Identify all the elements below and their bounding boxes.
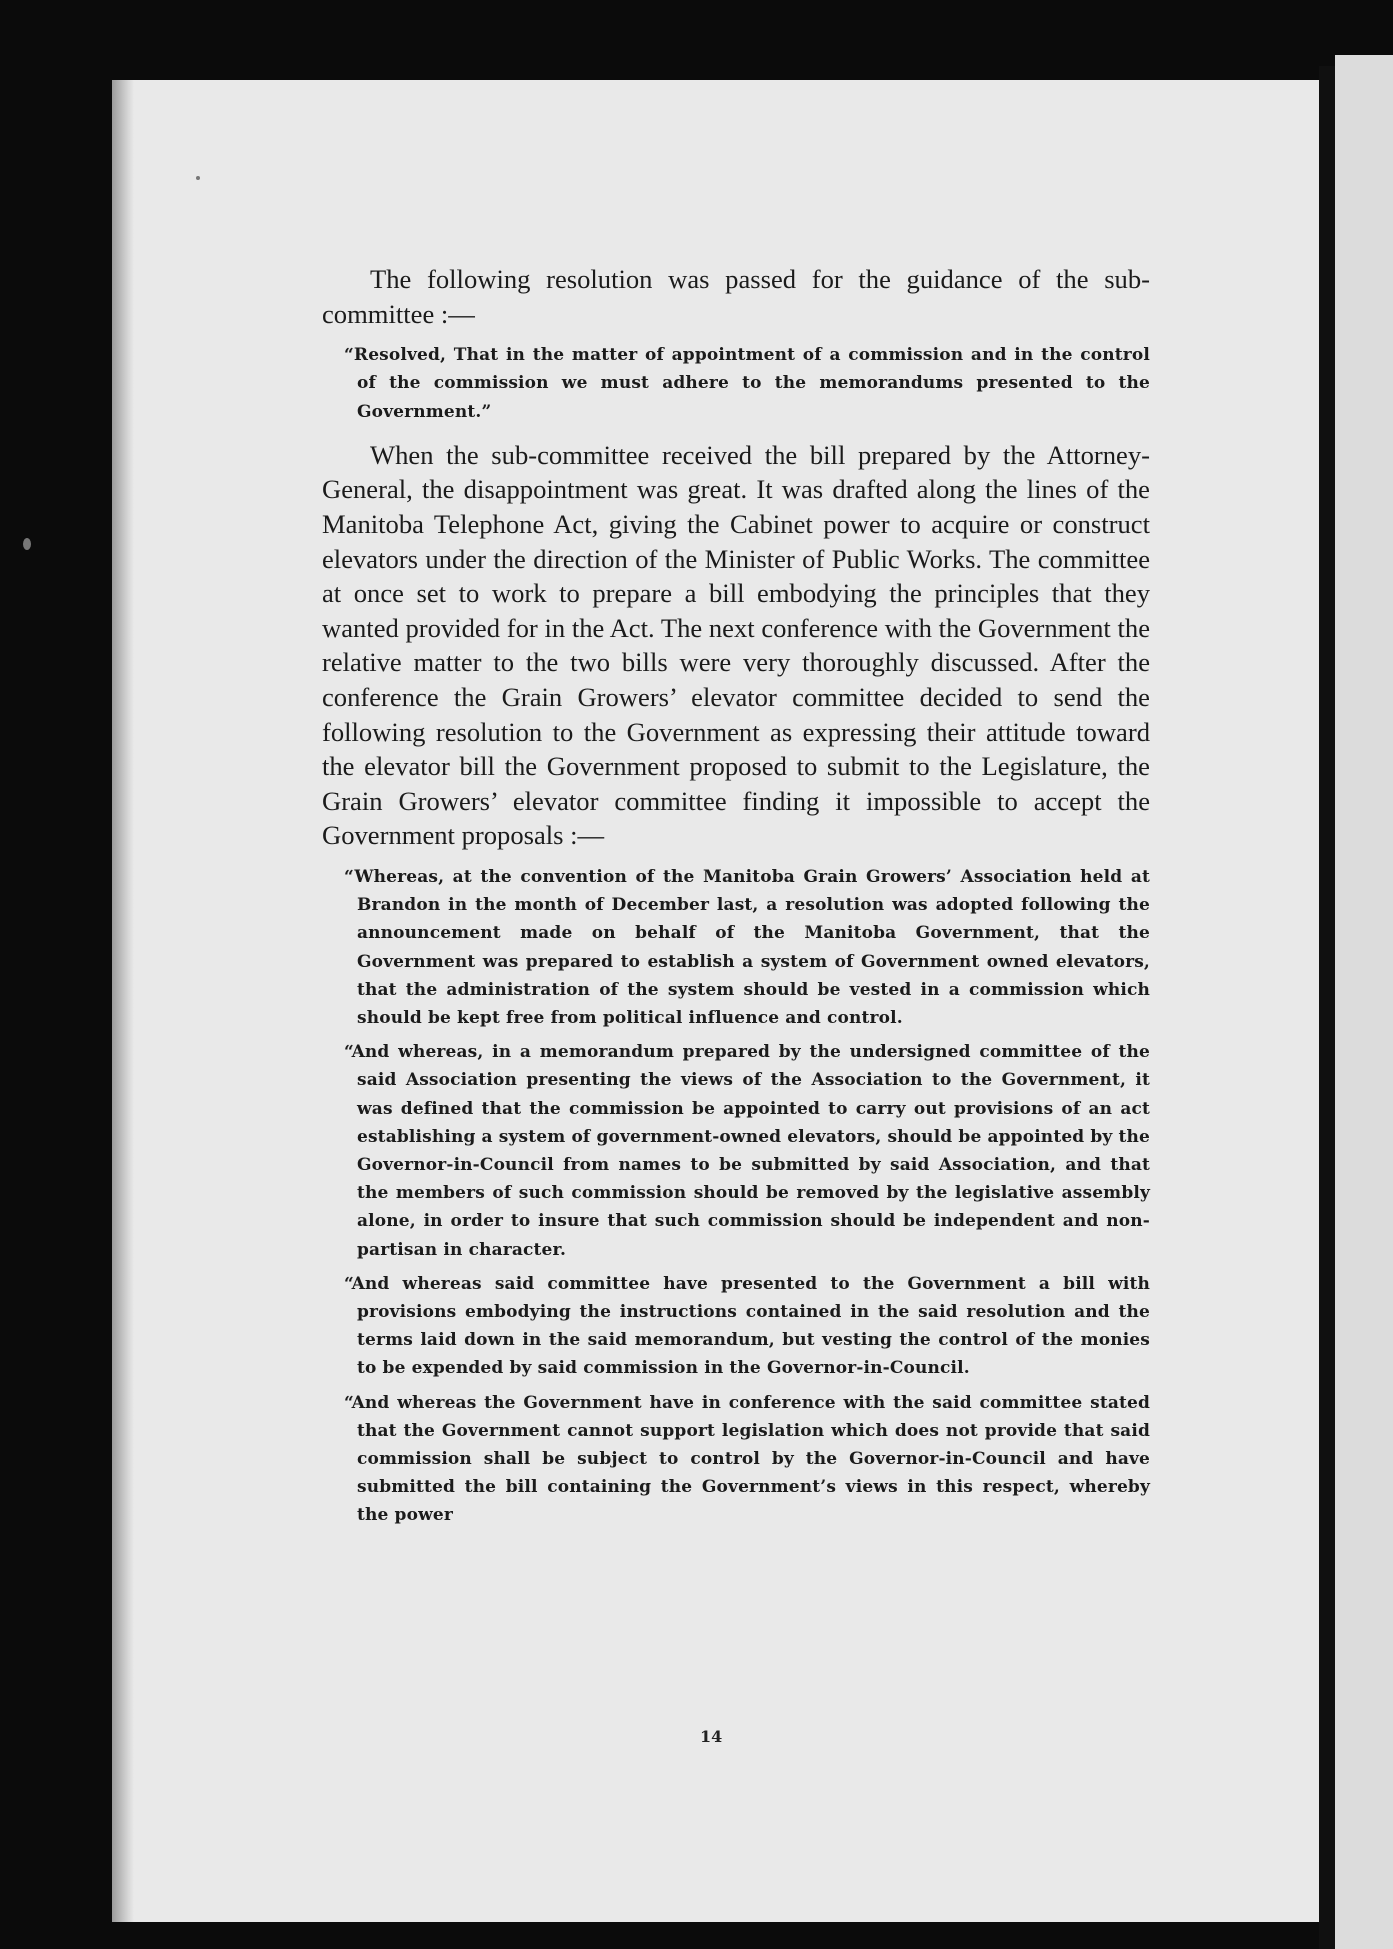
scan-speck (23, 538, 31, 550)
page-binding-shadow (112, 80, 134, 1922)
main-paragraph: When the sub-committee received the bill prepared by the Attorney-General, the disappointment was great. It was drafted along the lines of the Manitoba Telephone Act, giving the Cabinet power to acquire or construct elevators under the direction of the Minister of Public Works. The committee at once set to work to prepare a bill embodying the principles that they wanted provided for in the Act. The next conference with the Government the relative matter to the two bills were very thoroughly discussed. After the conference the Grain Growers’ elevator committee decided to send the following resolution to the Government as expressing their attitude toward the elevator bill the Government proposed to submit to the Legislature, the Grain Growers’ elevator committee finding it impossible to accept the Government proposals :— (322, 439, 1150, 851)
whereas-quote: “And whereas said committee have presented to the Government a bill with provisions embodying the instructions contained in the said resolution and the terms laid down in the said memorandum, but vesting the control of the monies to be expended by said commission in the Governor-in-Council. (344, 1273, 1150, 1379)
whereas-quote: “Whereas, at the convention of the Manitoba Grain Growers’ Association held at Brandon in the month of December last, a resolution was adopted following the announcement made on behalf of the Manitoba Government, that the Government was prepared to establish a system of Government owned elevators, that the administration of the system should be vested in a commission which should be kept free from political influence and control. (344, 866, 1150, 1028)
scan-speck (196, 176, 200, 180)
whereas-quote: “And whereas, in a memorandum prepared by the undersigned committee of the said Association presenting the views of the Association to the Government, it was defined that the commission be appointed to carry out provisions of an act establishing a system of government-owned elevators, should be appointed by the Governor-in-Council from names to be submitted by said Association, and that the members of such commission should be removed by the legislative assembly alone, in order to insure that such commission should be independent and non-partisan in character. (344, 1042, 1151, 1260)
page-gutter (1319, 66, 1335, 1949)
page-number: 14 (700, 1727, 723, 1746)
resolution-quote: “Resolved, That in the matter of appointment of a commission and in the control of the commission we must adhere to the memorandums presented to the Government.” (344, 345, 1150, 422)
facing-page-edge (1335, 55, 1393, 1949)
page-text (322, 262, 1150, 1530)
whereas-quote: “And whereas the Government have in conference with the said committee stated that the Government cannot support legislation which does not provide that said commission shall be subject to control by the Governor-in-Council and have submitted the bill containing the Government’s views in this respect, whereby the power (344, 1392, 1150, 1526)
intro-paragraph: The following resolution was passed for the guidance of the sub-committee :— (322, 264, 1150, 329)
